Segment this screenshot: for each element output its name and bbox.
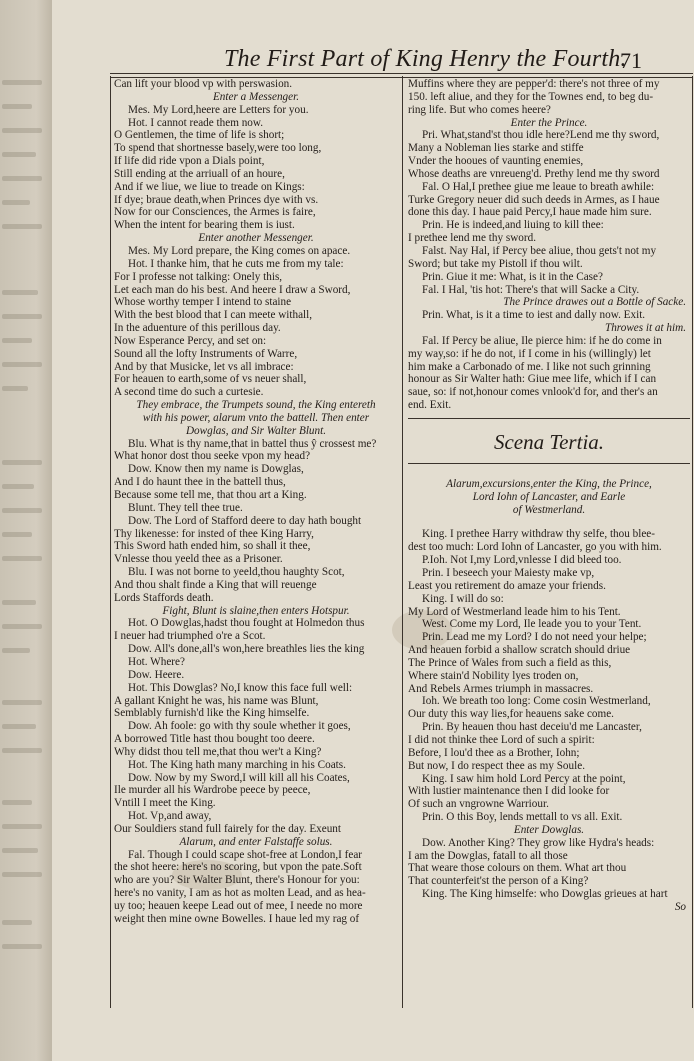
scene-heading: Scena Tertia. [493,429,605,454]
text-line: Fal. Though I could scape shot-free at London,I fear [128,848,363,861]
text-line: That counterfeit'st the person of a King? [408,875,589,888]
text-line: Now Esperance Percy, and set on: [114,334,267,347]
text-line: Hot. This Dowglas? No,I know this face full well: [128,681,353,694]
text-line: 150. left aliue, and they for the Townes end, to beg du- [408,90,654,103]
text-line: And by that Musicke, let vs all imbrace: [114,360,294,373]
text-line: done this day. I haue paid Percy,I haue made him sure. [408,206,652,219]
text-line: And heauen forbid a shallow scratch should driue [408,644,631,657]
text-line: Vntill I meet the King. [114,797,216,810]
text-line: the shot heere: here's no scoring, but vpon the pate.Soft [114,861,362,874]
text-line: And thou shalt finde a King that will reuenge [114,578,317,591]
text-line: I am the Dowglas, fatall to all those [408,849,568,862]
stage-direction: Dowglas, and Sir Walter Blunt. [185,424,327,437]
text-line: What honor dost thou seeke vpon my head? [114,450,311,463]
scene-rule-top [408,418,690,419]
text-line: Fal. If Percy be aliue, Ile pierce him: if he do come in [422,334,662,347]
text-line: Ioh. We breath too long: Come cosin Westmerland, [422,695,651,708]
text-line: uy too; heauen keepe Lead out of mee, I neede no more [114,900,363,912]
left-border-rule [110,76,111,1008]
text-line: Our Souldiers stand full fairely for the day. Exeunt [114,822,342,835]
text-line: Mes. My Lord prepare, the King comes on apace. [128,244,351,257]
right-column-prose [408,78,690,412]
stage-direction: Throwes it at him. [604,322,686,335]
text-line: With the best blood that I can meete withall, [114,309,313,322]
text-line: Because some tell me, that thou art a King. [114,489,307,501]
text-line: him make a Carbonado of me. I like not such grinning [408,360,651,373]
text-line: Where stain'd Nobility lyes troden on, [408,669,579,682]
stage-direction: Enter Dowglas. [513,823,585,836]
text-line: Whose worthy temper I intend to staine [114,296,292,309]
stage-direction: Enter a Messenger. [212,90,300,103]
stage-direction: Lord Iohn of Lancaster, and Earle [472,490,626,503]
text-line: West. Come my Lord, Ile leade you to your Tent. [422,618,642,631]
text-line: For heauen to earth,some of vs neuer shall, [114,373,307,386]
text-line: Hot. I cannot reade them now. [128,116,264,129]
line-gap [408,516,690,528]
text-line: And if we liue, we liue to treade on Kings: [114,180,305,193]
text-line: Fal. O Hal,I prethee giue me leaue to breath awhile: [422,180,655,193]
text-line: Dow. Heere. [128,668,185,681]
folio-page [52,0,694,1061]
text-line: Many a Nobleman lies starke and stiffe [408,142,584,155]
text-line: weight then mine owne Bowelles. I haue led my rag of [114,912,360,925]
text-line: who are you? Sir Walter Blunt, there's Honour for you: [114,874,360,887]
text-line: Sound all the lofty Instruments of Warre, [114,347,298,360]
text-line: When the intent for bearing them is iust. [114,219,295,232]
text-line: Least you retirement do amaze your friends. [408,579,606,592]
text-line: Dow. Ah foole: go with thy soule whether it goes, [128,720,351,733]
text-line: P.Ioh. Not I,my Lord,vnlesse I did bleed too. [422,554,622,567]
text-line: Hot. Vp,and away, [128,810,212,823]
text-line: A gallant Knight he was, his name was Blunt, [114,694,319,707]
text-line: here's no vanity, I am as hot as molten Lead, and as hea- [114,887,366,900]
stage-direction: The Prince drawes out a Bottle of Sacke. [503,296,686,309]
text-line: Fal. I Hal, 'tis hot: There's that will Sacke a City. [422,283,640,296]
stage-direction: with his power, alarum vnto the battell. Then enter [142,411,370,424]
text-line: Muffins where they are pepper'd: there's not three of my [408,78,660,90]
text-line: Our duty this way lies,for heauens sake come. [408,708,614,721]
text-line: A second time do such a curtesie. [114,386,264,399]
stage-direction: Alarum,excursions,enter the King, the Prince, [446,477,652,490]
text-line: The Prince of Wales from such a field as this, [408,656,612,669]
page-number: 71 [620,48,642,73]
text-line: Why didst thou tell me,that thou wer't a King? [114,745,322,758]
text-line: Hot. The King hath many marching in his Coats. [128,758,346,771]
text-line: Falst. Nay Hal, if Percy bee aliue, thou gets't not my [422,244,657,257]
scene-rule-bottom [408,463,690,464]
text-line: Lords Staffords death. [114,591,214,604]
stage-direction: They embrace, the Trumpets sound, the King entereth [136,399,376,412]
left-text-column [114,78,398,926]
right-text-column [408,78,690,914]
text-line: Pri. What,stand'st thou idle here?Lend me thy sword, [422,129,660,142]
running-head-title: The First Part of King Henry the Fourth. [224,46,627,72]
text-line: Thy likenesse: for insted of thee King Harry, [114,527,314,540]
text-line: Blu. What is thy name,that in battel thus ŷ crossest me? [128,437,377,450]
text-line: If life did ride vpon a Dials point, [114,155,265,168]
right-border-rule [692,76,693,1008]
text-line: Before, I lou'd thee as a Brother, Iohn; [408,746,580,759]
text-line: Hot. I thanke him, that he cuts me from my tale: [128,257,344,270]
text-line: Mes. My Lord,heere are Letters for you. [128,103,309,116]
text-line: I neuer had triumphed o're a Scot. [114,630,266,643]
text-line: King. I prethee Harry withdraw thy selfe, thou blee- [422,528,655,541]
text-line: Prin. Giue it me: What, is it in the Case? [422,270,603,283]
text-line: Sword; but take my Pistoll if thou wilt. [408,257,583,270]
text-line: But now, I do respect thee as my Soule. [408,759,585,772]
text-line: saue, so: if not,honour comes vnlook'd for, and ther's an [408,386,658,399]
text-line: Dow. All's done,all's won,here breathles lies the king [128,643,365,656]
text-line: Prin. What, is it a time to iest and dally now. Exit. [422,309,646,322]
text-line: Prin. He is indeed,and liuing to kill thee: [422,219,604,232]
text-line: Let each man do his best. And heere I draw a Sword, [114,283,351,296]
text-line: Turke Gregory neuer did such deeds in Armes, as I haue [408,193,660,206]
stage-direction: Fight, Blunt is slaine,then enters Hotspur. [162,604,350,617]
text-line: I did not thinke thee Lord of such a spirit: [408,733,595,746]
text-line: To spend that shortnesse basely,were too long, [114,142,322,155]
text-line: O Gentlemen, the time of life is short; [114,129,285,142]
text-line: Now for our Consciences, the Armes is faire, [114,206,316,219]
text-line: Prin. O this Boy, lends mettall to vs all. Exit. [422,811,623,824]
text-line: Hot. Where? [128,655,185,668]
stage-direction: So [674,900,686,913]
text-line: my way,so: if he do not, if I come in his (willingly) let [408,347,651,360]
text-line: ring life. But who comes heere? [408,103,551,116]
text-line: Whose deaths are vnreueng'd. Prethy lend me thy sword [408,167,660,180]
text-line: With lustier maintenance then I did looke for [408,785,610,798]
text-line: Ile murder all his Wardrobe peece by peece, [114,784,311,797]
text-line: If dye; braue death,when Princes dye with vs. [114,193,319,206]
text-line: Dow. Know then my name is Dowglas, [128,463,304,476]
stage-direction: of Westmerland. [512,503,586,516]
stage-direction: Enter the Prince. [510,116,588,129]
text-line: My Lord of Westmerland leade him to his Tent. [408,605,621,618]
text-line: Of such an vngrowne Warriour. [408,798,549,811]
text-line: Semblably furnish'd like the King himselfe. [114,707,310,720]
stage-direction: Enter another Messenger. [198,232,314,245]
facing-page-gutter [0,0,52,1061]
text-line: Vnder the hooues of vaunting enemies, [408,155,584,168]
text-line: Vnlesse thou yeeld thee as a Prisoner. [114,553,283,566]
text-line: Prin. Lead me my Lord? I do not need your helpe; [422,631,647,644]
text-line: Still ending at the arriuall of an houre, [114,167,285,180]
column-divider-rule [402,76,403,1008]
text-line: honour as Sir Walter hath: Giue mee life, which if I can [408,373,657,386]
text-line: A borrowed Title hast thou bought too deere. [114,733,315,746]
text-line: Dow. Now by my Sword,I will kill all his Coates, [128,771,350,784]
text-line: Dow. Another King? They grow like Hydra's heads: [422,836,655,849]
text-line: dest too much: Lord Iohn of Lancaster, go you with him. [408,541,662,554]
text-line: King. The King himselfe: who Dowglas grieues at hart [422,888,668,901]
text-line: Prin. I beseech your Maiesty make vp, [422,567,595,579]
text-line: I prethee lend me thy sword. [408,232,536,245]
text-line: For I professe not talking: Onely this, [114,270,283,283]
text-line: Hot. O Dowglas,hadst thou fought at Holmedon thus [128,617,365,630]
text-line: end. Exit. [408,399,452,412]
text-line: And I do haunt thee in the battell thus, [114,476,286,489]
text-line: Prin. By heauen thou hast deceiu'd me Lancaster, [422,721,642,734]
text-line: In the aduenture of this perillous day. [114,322,281,335]
text-line: Blu. I was not borne to yeeld,thou haughty Scot, [128,566,345,579]
text-line: And Rebels Armes triumph in massacres. [408,682,594,695]
text-line: King. I will do so: [422,592,504,605]
text-line: King. I saw him hold Lord Percy at the point, [422,772,626,785]
text-line: That weare those colours on them. What art thou [408,862,627,875]
right-column-scene-text [408,478,690,914]
text-line: Dow. The Lord of Stafford deere to day hath bought [128,514,362,527]
stage-direction: Alarum, and enter Falstaffe solus. [179,835,333,848]
text-line: Can lift your blood vp with perswasion. [114,78,293,90]
text-line: Blunt. They tell thee true. [128,501,243,514]
text-line: This Sword hath ended him, so shall it thee, [114,540,311,553]
